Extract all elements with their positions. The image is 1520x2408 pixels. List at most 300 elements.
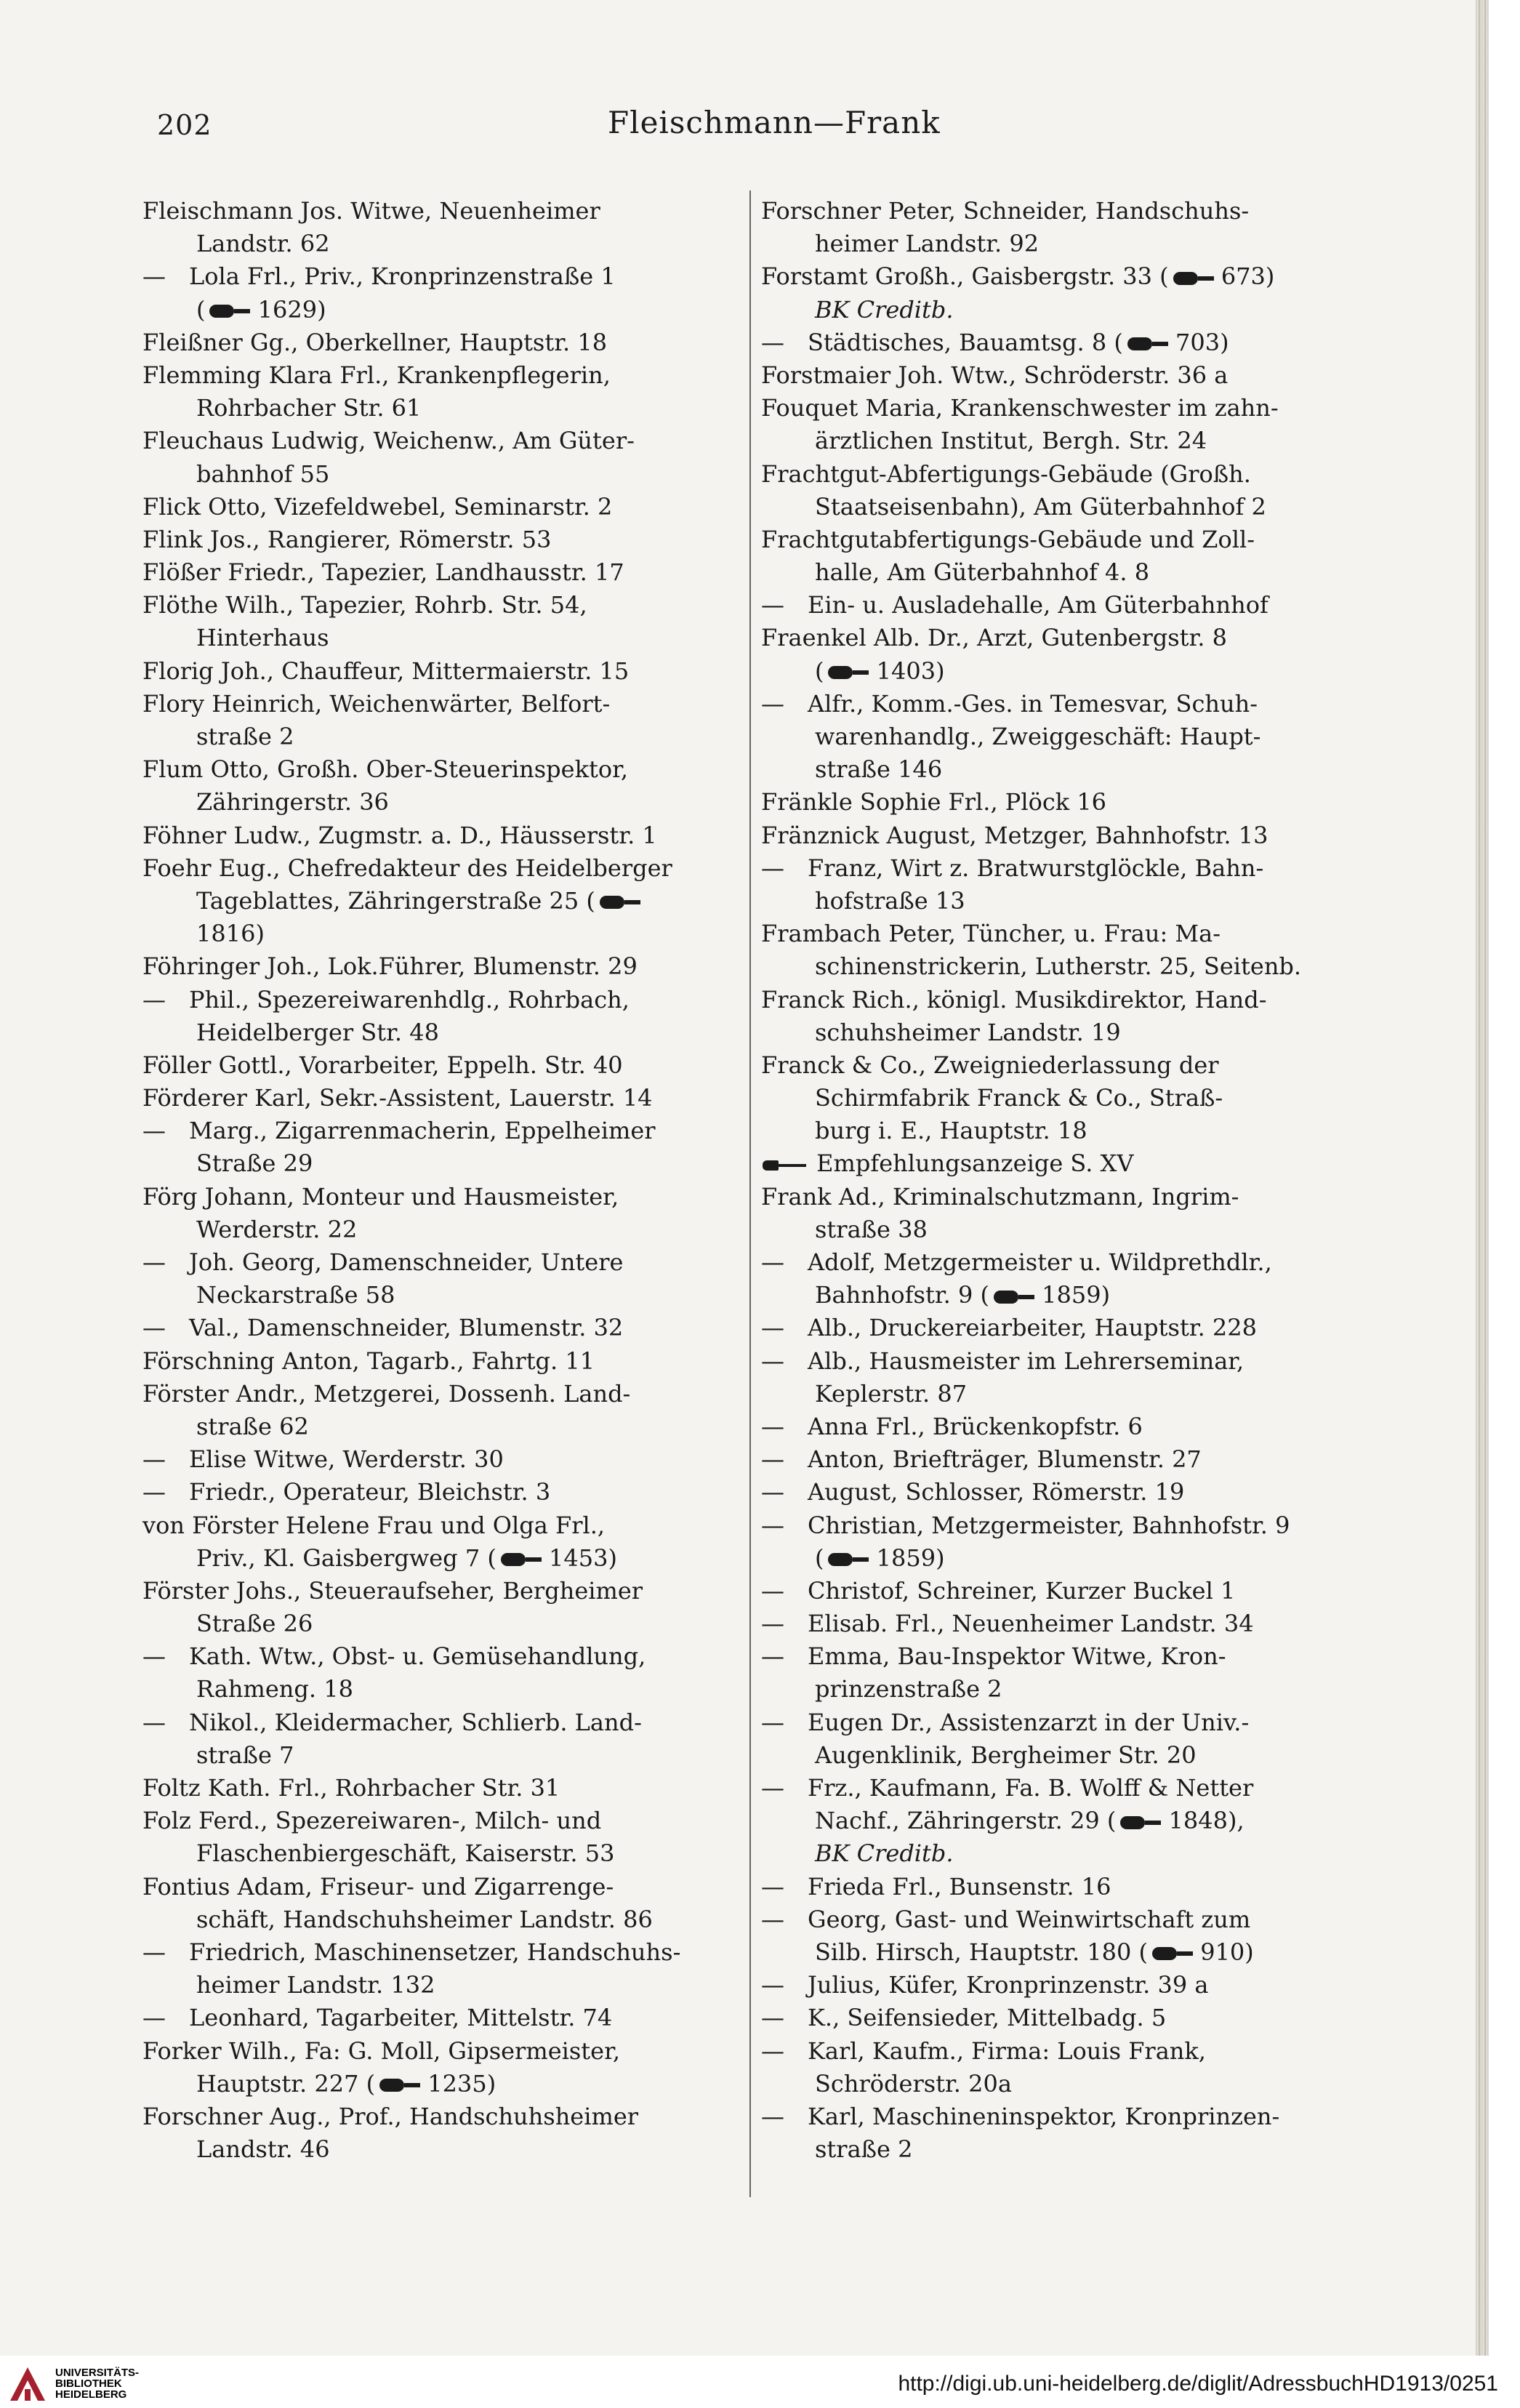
directory-entry-line bbox=[761, 326, 1360, 359]
directory-entry-line bbox=[142, 1147, 741, 1180]
entry-text: schäft, Handschuhsheimer Landstr. 86 bbox=[196, 1905, 653, 1933]
ditto-dash: — bbox=[142, 1314, 166, 1342]
directory-entry-line bbox=[142, 458, 741, 491]
directory-entry-line bbox=[142, 1805, 741, 1837]
entry-text: schinenstrickerin, Lutherstr. 25, Seitenb. bbox=[815, 952, 1302, 981]
directory-entry-line bbox=[761, 260, 1360, 293]
left-column bbox=[142, 195, 741, 2166]
directory-entry-line bbox=[142, 786, 741, 819]
ditto-dash: — bbox=[761, 1774, 784, 1802]
entry-text: Alfr., Komm.-Ges. in Temesvar, Schuh- bbox=[808, 689, 1258, 718]
entry-text: bahnhof 55 bbox=[196, 459, 330, 488]
directory-entry-line bbox=[142, 1969, 741, 2002]
directory-entry-line bbox=[761, 425, 1360, 457]
directory-entry-line bbox=[761, 984, 1360, 1016]
directory-entry-line bbox=[761, 885, 1360, 918]
directory-entry-line bbox=[761, 950, 1360, 983]
entry-text: Eugen Dr., Assistenzarzt in der Univ.- bbox=[808, 1708, 1250, 1736]
telephone-icon bbox=[1169, 268, 1214, 289]
entry-text: burg i. E., Hauptstr. 18 bbox=[815, 1117, 1087, 1145]
entry-text: Fleißner Gg., Oberkellner, Hauptstr. 18 bbox=[142, 328, 608, 356]
entry-text: Hinterhaus bbox=[196, 624, 329, 652]
directory-entry-line bbox=[761, 2133, 1360, 2166]
library-line1: UNIVERSITÄTS- bbox=[55, 2367, 140, 2379]
entry-text: Elise Witwe, Werderstr. 30 bbox=[189, 1445, 504, 1474]
entry-text: Schröderstr. 20a bbox=[815, 2069, 1012, 2098]
entry-text: K., Seifensieder, Mittelbadg. 5 bbox=[808, 2004, 1167, 2032]
directory-entry-line bbox=[761, 1147, 1360, 1180]
ditto-dash: — bbox=[761, 1445, 784, 1474]
ditto-dash: — bbox=[142, 1117, 166, 1145]
entry-text: Fleischmann Jos. Witwe, Neuenheimer bbox=[142, 197, 600, 225]
entry-text: Städtisches, Bauamtsg. 8 ( bbox=[808, 328, 1123, 356]
entry-text: halle, Am Güterbahnhof 4. 8 bbox=[815, 558, 1150, 587]
directory-entry-line bbox=[761, 1936, 1360, 1969]
entry-text: Alb., Hausmeister im Lehrerseminar, bbox=[808, 1347, 1244, 1375]
entry-text: Tageblattes, Zähringerstraße 25 ( bbox=[196, 886, 595, 915]
directory-entry-line bbox=[761, 918, 1360, 950]
directory-entry-line bbox=[761, 228, 1360, 260]
directory-entry-line bbox=[761, 1837, 1360, 1870]
entry-text: Karl, Maschineninspektor, Kronprinzen- bbox=[808, 2102, 1280, 2130]
ditto-dash: — bbox=[761, 1248, 784, 1276]
entry-text: hofstraße 13 bbox=[815, 886, 965, 915]
entry-text: Nachf., Zähringerstr. 29 ( bbox=[815, 1807, 1117, 1835]
directory-entry-line bbox=[142, 1903, 741, 1936]
ditto-dash: — bbox=[761, 1478, 784, 1506]
directory-entry-line bbox=[761, 1115, 1360, 1147]
directory-entry-line bbox=[142, 523, 741, 556]
entry-text: Werderstr. 22 bbox=[196, 1215, 358, 1243]
source-url-link[interactable]: http://digi.ub.uni-heidelberg.de/diglit/AdressbuchHD1913/0251 bbox=[898, 2372, 1498, 2396]
entry-text: Nikol., Kleidermacher, Schlierb. Land- bbox=[189, 1708, 642, 1736]
directory-entry-line bbox=[142, 1345, 741, 1378]
entry-text: Empfehlungsanzeige S. XV bbox=[816, 1149, 1134, 1178]
ditto-dash: — bbox=[761, 1412, 784, 1440]
phone-number: 1859) bbox=[876, 1544, 945, 1572]
entry-text: ärztlichen Institut, Bergh. Str. 24 bbox=[815, 427, 1207, 455]
entry-text: Fleuchaus Ludwig, Weichenw., Am Güter- bbox=[142, 427, 635, 455]
entry-text: Frachtgut-Abfertigungs-Gebäude (Großh. bbox=[761, 459, 1251, 488]
telephone-icon bbox=[1116, 1813, 1161, 1833]
directory-entry-line bbox=[761, 819, 1360, 852]
ditto-dash: — bbox=[142, 2004, 166, 2032]
entry-text: Flößer Friedr., Tapezier, Landhausstr. 17 bbox=[142, 558, 624, 587]
entry-text: schuhsheimer Landstr. 19 bbox=[815, 1018, 1121, 1046]
directory-entry-line bbox=[761, 1279, 1360, 1312]
directory-entry-line bbox=[142, 359, 741, 392]
ditto-dash: — bbox=[142, 1445, 166, 1474]
entry-text: Forschner Peter, Schneider, Handschuhs- bbox=[761, 197, 1250, 225]
entry-text: Silb. Hirsch, Hauptstr. 180 ( bbox=[815, 1938, 1149, 1966]
directory-entry-line bbox=[761, 1608, 1360, 1640]
entry-text: Priv., Kl. Gaisbergweg 7 ( bbox=[196, 1544, 496, 1572]
directory-entry-line bbox=[761, 294, 1360, 326]
column-divider bbox=[749, 190, 751, 2197]
directory-entry-line bbox=[142, 195, 741, 228]
entry-text: heimer Landstr. 92 bbox=[815, 230, 1040, 258]
entry-text: Franck & Co., Zweigniederlassung der bbox=[761, 1051, 1219, 1079]
directory-entry-line bbox=[142, 2035, 741, 2068]
entry-text: Frank Ad., Kriminalschutzmann, Ingrim- bbox=[761, 1182, 1239, 1211]
ditto-dash: — bbox=[761, 1314, 784, 1342]
entry-text: Keplerstr. 87 bbox=[815, 1379, 968, 1408]
ditto-dash: — bbox=[142, 1938, 166, 1966]
entry-text: Anna Frl., Brückenkopfstr. 6 bbox=[808, 1412, 1143, 1440]
ditto-dash: — bbox=[761, 1610, 784, 1638]
entry-text: August, Schlosser, Römerstr. 19 bbox=[808, 1478, 1185, 1506]
page-number: 202 bbox=[157, 109, 212, 141]
telephone-icon bbox=[496, 1549, 542, 1570]
entry-text: Florig Joh., Chauffeur, Mittermaierstr. 15 bbox=[142, 657, 630, 685]
entry-text: Landstr. 46 bbox=[196, 2135, 330, 2164]
entry-text: straße 7 bbox=[196, 1741, 294, 1769]
ditto-dash: — bbox=[761, 854, 784, 882]
directory-entry-line bbox=[142, 260, 741, 293]
entry-text: Flöthe Wilh., Tapezier, Rohrb. Str. 54, bbox=[142, 591, 587, 619]
ditto-dash: — bbox=[761, 1511, 784, 1539]
ditto-dash: — bbox=[761, 2102, 784, 2130]
telephone-icon bbox=[595, 892, 640, 912]
directory-entry-line bbox=[142, 2133, 741, 2166]
directory-entry-line bbox=[761, 2035, 1360, 2068]
entry-text: Hauptstr. 227 ( bbox=[196, 2069, 376, 2098]
entry-text: Forstamt Großh., Gaisbergstr. 33 ( bbox=[761, 262, 1169, 291]
directory-entry-line bbox=[142, 918, 741, 950]
directory-entry-line bbox=[761, 1410, 1360, 1443]
entry-text: Julius, Küfer, Kronprinzenstr. 39 a bbox=[808, 1971, 1209, 1999]
ditto-dash: — bbox=[142, 262, 166, 291]
entry-text: straße 38 bbox=[815, 1215, 928, 1243]
ditto-dash: — bbox=[142, 1642, 166, 1671]
phone-number: 1235) bbox=[427, 2069, 496, 2098]
entry-text: Bahnhofstr. 9 ( bbox=[815, 1281, 989, 1309]
directory-entry-line bbox=[142, 1575, 741, 1608]
entry-text: Leonhard, Tagarbeiter, Mittelstr. 74 bbox=[189, 2004, 613, 2032]
directory-entry-line bbox=[142, 589, 741, 622]
entry-text: Schirmfabrik Franck & Co., Straß- bbox=[815, 1084, 1223, 1112]
entry-text: Franck Rich., königl. Musikdirektor, Hand- bbox=[761, 985, 1267, 1014]
ditto-dash: — bbox=[761, 1905, 784, 1933]
entry-text: Forstmaier Joh. Wtw., Schröderstr. 36 a bbox=[761, 361, 1229, 389]
entry-text: Marg., Zigarrenmacherin, Eppelheimer bbox=[189, 1117, 656, 1145]
phone-number: 910) bbox=[1200, 1938, 1254, 1966]
directory-entry-line bbox=[761, 1871, 1360, 1903]
entry-text: heimer Landstr. 132 bbox=[196, 1971, 435, 1999]
directory-entry-line bbox=[142, 326, 741, 359]
entry-text: Straße 26 bbox=[196, 1610, 313, 1638]
entry-text: Lola Frl., Priv., Kronprinzenstraße 1 bbox=[189, 262, 616, 291]
directory-entry-line bbox=[761, 1476, 1360, 1509]
entry-text: BK Creditb. bbox=[815, 1839, 954, 1868]
directory-entry-line bbox=[761, 491, 1360, 523]
directory-entry-line bbox=[142, 1936, 741, 1969]
entry-text: ( bbox=[815, 657, 824, 685]
directory-entry-line bbox=[142, 1739, 741, 1772]
directory-entry-line bbox=[761, 556, 1360, 589]
directory-entry-line bbox=[142, 1410, 741, 1443]
directory-entry-line bbox=[142, 1082, 741, 1115]
entry-text: Frachtgutabfertigungs-Gebäude und Zoll- bbox=[761, 525, 1255, 553]
entry-text: Kath. Wtw., Obst- u. Gemüsehandlung, bbox=[189, 1642, 646, 1671]
entry-text: Franz, Wirt z. Bratwurstglöckle, Bahn- bbox=[808, 854, 1264, 882]
library-logo-icon bbox=[7, 2363, 48, 2404]
ditto-dash: — bbox=[761, 591, 784, 619]
directory-entry-line bbox=[761, 392, 1360, 425]
entry-text: Alb., Druckereiarbeiter, Hauptstr. 228 bbox=[808, 1314, 1257, 1342]
directory-entry-line bbox=[761, 1016, 1360, 1049]
directory-entry-line bbox=[761, 622, 1360, 654]
entry-text: Elisab. Frl., Neuenheimer Landstr. 34 bbox=[808, 1610, 1254, 1638]
directory-entry-line bbox=[142, 1378, 741, 1410]
phone-number: 1859) bbox=[1042, 1281, 1111, 1309]
directory-entry-line bbox=[142, 622, 741, 654]
directory-entry-line bbox=[142, 1115, 741, 1147]
directory-entry-line bbox=[142, 1476, 741, 1509]
entry-text: Flaschenbiergeschäft, Kaiserstr. 53 bbox=[196, 1839, 615, 1868]
directory-entry-line bbox=[142, 228, 741, 260]
ditto-dash: — bbox=[761, 328, 784, 356]
ditto-dash: — bbox=[761, 1347, 784, 1375]
directory-entry-line bbox=[142, 294, 741, 326]
entry-text: straße 2 bbox=[196, 723, 294, 750]
entry-text: Föhner Ludw., Zugmstr. a. D., Häusserstr. 1 bbox=[142, 821, 657, 849]
directory-entry-line bbox=[142, 1443, 741, 1476]
directory-entry-line bbox=[761, 852, 1360, 885]
directory-entry-line bbox=[761, 2100, 1360, 2133]
library-line3: HEIDELBERG bbox=[55, 2388, 127, 2401]
directory-entry-line bbox=[142, 1049, 741, 1082]
entry-text: Förschning Anton, Tagarb., Fahrtg. 11 bbox=[142, 1347, 595, 1375]
entry-text: Föhringer Joh., Lok.Führer, Blumenstr. 29 bbox=[142, 952, 638, 981]
entry-text: Joh. Georg, Damenschneider, Untere bbox=[189, 1248, 624, 1276]
directory-entry-line bbox=[142, 2100, 741, 2133]
directory-entry-line bbox=[142, 2002, 741, 2034]
entry-text: Friedr., Operateur, Bleichstr. 3 bbox=[189, 1478, 551, 1506]
directory-entry-line bbox=[142, 655, 741, 688]
directory-entry-line bbox=[761, 1213, 1360, 1246]
library-name bbox=[55, 2367, 139, 2400]
entry-text: Frambach Peter, Tüncher, u. Frau: Ma- bbox=[761, 920, 1221, 948]
entry-text: warenhandlg., Zweiggeschäft: Haupt- bbox=[815, 723, 1261, 750]
pointing-hand-icon bbox=[761, 1156, 809, 1175]
ditto-dash: — bbox=[761, 689, 784, 718]
ditto-dash: — bbox=[142, 1248, 166, 1276]
ditto-dash: — bbox=[761, 1872, 784, 1901]
entry-text: prinzenstraße 2 bbox=[815, 1675, 1002, 1703]
ditto-dash: — bbox=[761, 1971, 784, 1999]
directory-entry-line bbox=[761, 1049, 1360, 1082]
entry-text: Foltz Kath. Frl., Rohrbacher Str. 31 bbox=[142, 1774, 560, 1802]
directory-entry-line bbox=[761, 1509, 1360, 1542]
directory-entry-line bbox=[142, 1542, 741, 1575]
entry-text: straße 62 bbox=[196, 1412, 309, 1440]
directory-entry-line bbox=[142, 1706, 741, 1739]
directory-entry-line bbox=[142, 1016, 741, 1049]
directory-entry-line bbox=[142, 1871, 741, 1903]
directory-entry-line bbox=[761, 1739, 1360, 1772]
directory-entry-line bbox=[761, 1673, 1360, 1706]
directory-entry-line bbox=[761, 1706, 1360, 1739]
telephone-icon bbox=[375, 2075, 420, 2095]
phone-number: 1848), bbox=[1168, 1807, 1244, 1835]
entry-text: Flink Jos., Rangierer, Römerstr. 53 bbox=[142, 525, 552, 553]
entry-text: Folz Ferd., Spezereiwaren-, Milch- und bbox=[142, 1807, 602, 1835]
right-column bbox=[761, 195, 1360, 2166]
entry-text: Phil., Spezereiwarenhdlg., Rohrbach, bbox=[189, 985, 630, 1014]
directory-entry-line bbox=[761, 753, 1360, 786]
entry-text: Friedrich, Maschinensetzer, Handschuhs- bbox=[189, 1938, 681, 1966]
entry-text: Rohrbacher Str. 61 bbox=[196, 394, 422, 422]
entry-text: Georg, Gast- und Weinwirtschaft zum bbox=[808, 1905, 1251, 1933]
directory-entry-line bbox=[761, 1640, 1360, 1673]
entry-text: Förderer Karl, Sekr.-Assistent, Lauerstr. 14 bbox=[142, 1084, 653, 1112]
directory-entry-line bbox=[142, 950, 741, 983]
entry-text: Val., Damenschneider, Blumenstr. 32 bbox=[189, 1314, 624, 1342]
directory-entry-line bbox=[142, 1213, 741, 1246]
entry-text: Förster Andr., Metzgerei, Dossenh. Land- bbox=[142, 1379, 631, 1408]
directory-entry-line bbox=[142, 1608, 741, 1640]
entry-text: Forschner Aug., Prof., Handschuhsheimer bbox=[142, 2102, 639, 2130]
directory-entry-line bbox=[142, 1279, 741, 1312]
directory-entry-line bbox=[142, 1772, 741, 1805]
ditto-dash: — bbox=[142, 985, 166, 1014]
entry-text: Förg Johann, Monteur und Hausmeister, bbox=[142, 1182, 619, 1211]
directory-entry-line bbox=[761, 458, 1360, 491]
directory-entry-line bbox=[761, 1378, 1360, 1410]
entry-text: Ein- u. Ausladehalle, Am Güterbahnhof bbox=[808, 591, 1268, 619]
entry-text: Neckarstraße 58 bbox=[196, 1281, 395, 1309]
ditto-dash: — bbox=[761, 2036, 784, 2065]
directory-entry-line bbox=[761, 195, 1360, 228]
telephone-icon bbox=[989, 1287, 1034, 1307]
directory-entry-line bbox=[142, 885, 741, 918]
directory-entry-line bbox=[761, 655, 1360, 688]
entry-text: Forker Wilh., Fa: G. Moll, Gipsermeister, bbox=[142, 2036, 621, 2065]
directory-entry-line bbox=[761, 589, 1360, 622]
directory-entry-line bbox=[142, 556, 741, 589]
directory-entry-line bbox=[761, 688, 1360, 721]
directory-entry-line bbox=[761, 1345, 1360, 1378]
ditto-dash: — bbox=[761, 1576, 784, 1605]
entry-text: Landstr. 62 bbox=[196, 230, 330, 258]
ditto-dash: — bbox=[142, 1708, 166, 1736]
entry-text: Frieda Frl., Bunsenstr. 16 bbox=[808, 1872, 1111, 1901]
entry-text: Rahmeng. 18 bbox=[196, 1675, 353, 1703]
directory-entry-line bbox=[142, 1509, 741, 1542]
directory-entry-line bbox=[761, 2068, 1360, 2100]
phone-number: 1403) bbox=[876, 657, 945, 685]
entry-text: Fraenkel Alb. Dr., Arzt, Gutenbergstr. 8 bbox=[761, 624, 1227, 652]
entry-text: Adolf, Metzgermeister u. Wildprethdlr., bbox=[808, 1248, 1272, 1276]
telephone-icon bbox=[824, 662, 869, 683]
directory-entry-line bbox=[142, 852, 741, 885]
directory-entry-line bbox=[761, 1903, 1360, 1936]
directory-entry-line bbox=[761, 1805, 1360, 1837]
directory-entry-line bbox=[142, 1640, 741, 1673]
entry-text: 1629) bbox=[257, 295, 326, 324]
entry-text: Frz., Kaufmann, Fa. B. Wolff & Netter bbox=[808, 1774, 1254, 1802]
entry-text: Fontius Adam, Friseur- und Zigarrenge- bbox=[142, 1872, 614, 1901]
directory-entry-line bbox=[761, 786, 1360, 819]
library-line2: BIBLIOTHEK bbox=[55, 2377, 122, 2390]
entry-text: Zähringerstr. 36 bbox=[196, 788, 389, 816]
directory-entry-line bbox=[142, 1837, 741, 1870]
directory-entry-line bbox=[761, 1772, 1360, 1805]
entry-text: Flemming Klara Frl., Krankenpflegerin, bbox=[142, 361, 611, 389]
telephone-icon bbox=[1148, 1943, 1193, 1964]
phone-number: 703) bbox=[1175, 328, 1229, 356]
entry-text: Staatseisenbahn), Am Güterbahnhof 2 bbox=[815, 492, 1266, 521]
entry-text: ( bbox=[815, 1544, 824, 1572]
directory-entry-line bbox=[142, 491, 741, 523]
directory-entry-line bbox=[142, 819, 741, 852]
phone-number: 673) bbox=[1221, 262, 1275, 291]
paren: ( bbox=[196, 295, 206, 324]
entry-text: Emma, Bau-Inspektor Witwe, Kron- bbox=[808, 1642, 1226, 1671]
entry-text: BK Creditb. bbox=[815, 295, 954, 324]
directory-entry-line bbox=[761, 1082, 1360, 1115]
directory-entry-line bbox=[761, 523, 1360, 556]
running-title: Fleischmann—Frank bbox=[608, 105, 941, 140]
directory-entry-line bbox=[142, 688, 741, 721]
directory-entry-line bbox=[761, 1246, 1360, 1279]
entry-text: Förster Johs., Steueraufseher, Bergheimer bbox=[142, 1576, 643, 1605]
entry-text: Fränznick August, Metzger, Bahnhofstr. 13 bbox=[761, 821, 1268, 849]
entry-text: Anton, Briefträger, Blumenstr. 27 bbox=[808, 1445, 1202, 1474]
telephone-icon bbox=[824, 1549, 869, 1570]
directory-entry-line bbox=[761, 1312, 1360, 1344]
directory-entry-line bbox=[761, 1443, 1360, 1476]
directory-entry-line bbox=[761, 1542, 1360, 1575]
directory-entry-line bbox=[761, 359, 1360, 392]
telephone-icon bbox=[1123, 334, 1168, 354]
ditto-dash: — bbox=[761, 1642, 784, 1671]
entry-text: Flick Otto, Vizefeldwebel, Seminarstr. 2 bbox=[142, 492, 613, 521]
entry-text: Heidelberger Str. 48 bbox=[196, 1018, 439, 1046]
entry-text: Fränkle Sophie Frl., Plöck 16 bbox=[761, 788, 1107, 816]
entry-text: Christian, Metzgermeister, Bahnhofstr. 9 bbox=[808, 1511, 1290, 1539]
ditto-dash: — bbox=[761, 1708, 784, 1736]
entry-text: Augenklinik, Bergheimer Str. 20 bbox=[815, 1741, 1197, 1769]
directory-entry-line bbox=[142, 392, 741, 425]
directory-entry-line bbox=[142, 2068, 741, 2100]
telephone-icon bbox=[205, 301, 250, 321]
entry-text: Christof, Schreiner, Kurzer Buckel 1 bbox=[808, 1576, 1236, 1605]
directory-entry-line bbox=[761, 1575, 1360, 1608]
entry-text: straße 146 bbox=[815, 755, 943, 784]
directory-entry-line bbox=[142, 753, 741, 786]
phone-number: 1453) bbox=[549, 1544, 617, 1572]
entry-text: Foehr Eug., Chefredakteur des Heidelberger bbox=[142, 854, 672, 882]
entry-text: Flory Heinrich, Weichenwärter, Belfort- bbox=[142, 689, 611, 718]
page-edge bbox=[1476, 0, 1489, 2356]
directory-entry-line bbox=[142, 1246, 741, 1279]
entry-text: Karl, Kaufm., Firma: Louis Frank, bbox=[808, 2036, 1206, 2065]
directory-entry-line bbox=[142, 425, 741, 457]
entry-text: straße 2 bbox=[815, 2135, 913, 2164]
entry-text: Flum Otto, Großh. Ober-Steuerinspektor, bbox=[142, 755, 629, 784]
entry-text: von Förster Helene Frau und Olga Frl., bbox=[142, 1511, 606, 1539]
directory-entry-line bbox=[142, 1181, 741, 1213]
entry-text: Fouquet Maria, Krankenschwester im zahn- bbox=[761, 394, 1279, 422]
directory-entry-line bbox=[142, 1673, 741, 1706]
entry-text: 1816) bbox=[196, 920, 265, 948]
ditto-dash: — bbox=[761, 2004, 784, 2032]
directory-entry-line bbox=[761, 1181, 1360, 1213]
directory-entry-line bbox=[142, 1312, 741, 1344]
entry-text: Föller Gottl., Vorarbeiter, Eppelh. Str. 40 bbox=[142, 1051, 623, 1079]
